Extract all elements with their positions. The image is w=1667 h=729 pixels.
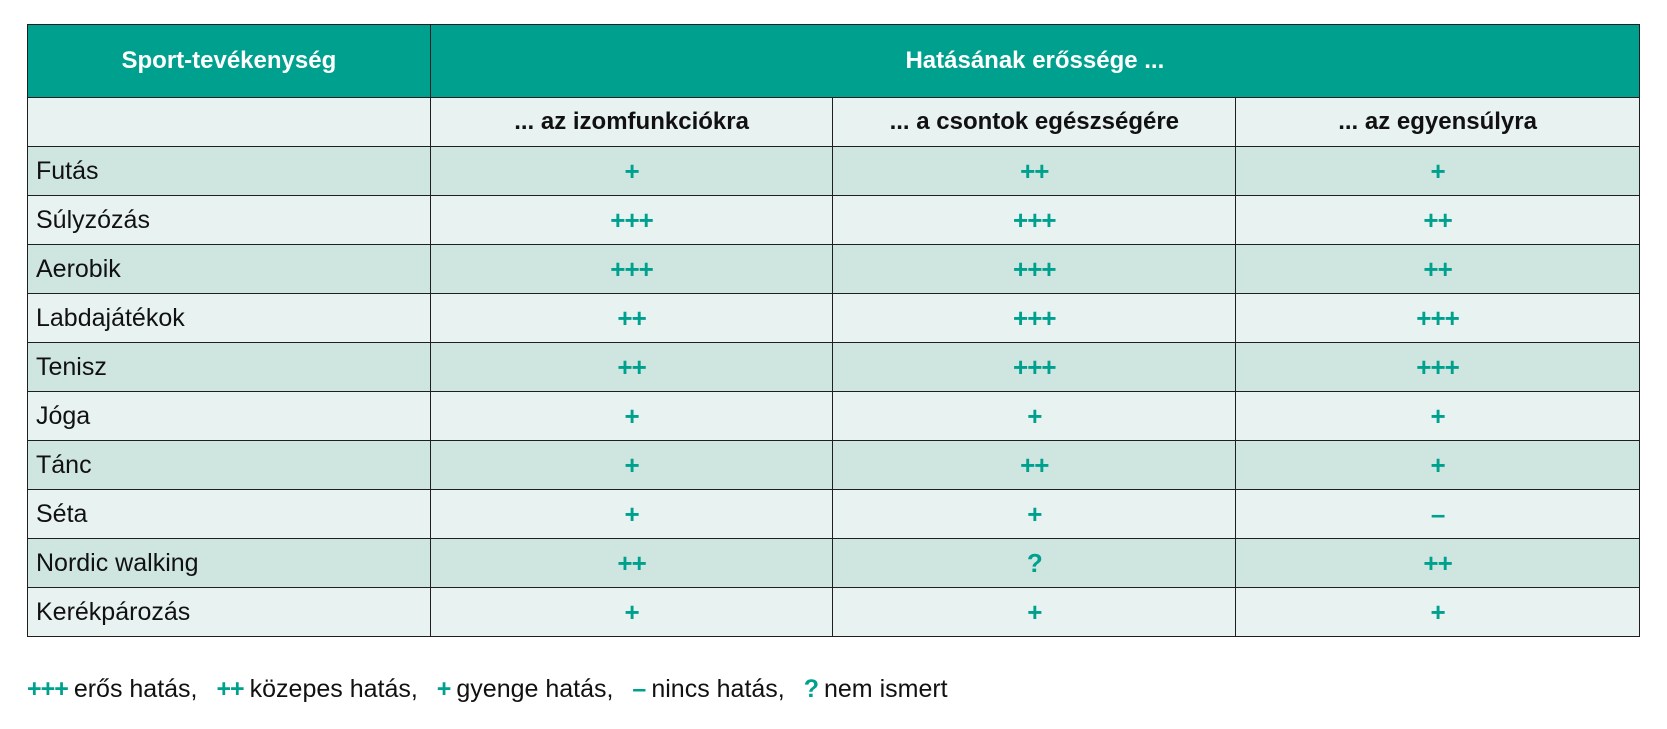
row-bone-rating: ? — [833, 539, 1236, 588]
row-muscle-rating: + — [430, 490, 833, 539]
row-bone-rating: + — [833, 392, 1236, 441]
table-row — [28, 147, 1640, 196]
row-sport-name: Séta — [28, 490, 431, 539]
table-row — [28, 490, 1640, 539]
legend-text: nincs hatás, — [651, 675, 785, 703]
row-sport-name: Jóga — [28, 392, 431, 441]
legend-item-none — [632, 675, 791, 703]
row-sport-name: Tánc — [28, 441, 431, 490]
legend-symbol: ? — [803, 675, 818, 703]
table-row — [28, 196, 1640, 245]
legend-symbol: + — [436, 675, 451, 703]
legend-text: nem ismert — [823, 675, 948, 703]
row-balance-rating: ++ — [1236, 245, 1640, 294]
legend-text: közepes hatás, — [249, 675, 418, 703]
row-sport-name: Aerobik — [28, 245, 431, 294]
legend-item-strong — [27, 675, 204, 703]
legend-symbol: ++ — [216, 675, 244, 703]
table-row — [28, 343, 1640, 392]
row-balance-rating: +++ — [1236, 294, 1640, 343]
legend-item-weak — [437, 675, 621, 703]
row-bone-rating: +++ — [833, 245, 1236, 294]
header-sport-activity: Sport-tevékenység — [28, 25, 431, 98]
row-muscle-rating: + — [430, 588, 833, 637]
row-bone-rating: ++ — [833, 441, 1236, 490]
sport-effects-table-wrapper — [27, 24, 1640, 637]
header-effect-strength: Hatásának erőssége ... — [430, 25, 1639, 98]
subheader-muscle: ... az izomfunkciókra — [430, 98, 833, 147]
row-sport-name: Nordic walking — [28, 539, 431, 588]
row-muscle-rating: + — [430, 147, 833, 196]
sport-effects-table — [27, 24, 1640, 637]
row-muscle-rating: +++ — [430, 196, 833, 245]
row-bone-rating: +++ — [833, 343, 1236, 392]
row-sport-name: Futás — [28, 147, 431, 196]
header-row — [28, 25, 1640, 98]
row-balance-rating: + — [1236, 588, 1640, 637]
row-sport-name: Súlyzózás — [28, 196, 431, 245]
legend-item-medium — [216, 675, 424, 703]
row-muscle-rating: ++ — [430, 343, 833, 392]
row-bone-rating: +++ — [833, 196, 1236, 245]
table-row — [28, 539, 1640, 588]
row-balance-rating: +++ — [1236, 343, 1640, 392]
row-bone-rating: +++ — [833, 294, 1236, 343]
table-row — [28, 392, 1640, 441]
row-balance-rating: + — [1236, 392, 1640, 441]
row-sport-name: Kerékpározás — [28, 588, 431, 637]
table-row — [28, 588, 1640, 637]
table-row — [28, 441, 1640, 490]
subheader-row — [28, 98, 1640, 147]
row-bone-rating: ++ — [833, 147, 1236, 196]
row-balance-rating: + — [1236, 147, 1640, 196]
legend-text: gyenge hatás, — [456, 675, 614, 703]
subheader-empty-cell — [28, 98, 431, 147]
row-muscle-rating: + — [430, 392, 833, 441]
row-balance-rating: – — [1236, 490, 1640, 539]
row-balance-rating: + — [1236, 441, 1640, 490]
row-muscle-rating: ++ — [430, 294, 833, 343]
row-sport-name: Tenisz — [28, 343, 431, 392]
row-balance-rating: ++ — [1236, 196, 1640, 245]
row-muscle-rating: + — [430, 441, 833, 490]
row-balance-rating: ++ — [1236, 539, 1640, 588]
row-bone-rating: + — [833, 490, 1236, 539]
subheader-balance: ... az egyensúlyra — [1236, 98, 1640, 147]
row-muscle-rating: +++ — [430, 245, 833, 294]
table-row — [28, 245, 1640, 294]
legend — [27, 675, 960, 704]
row-sport-name: Labdajátékok — [28, 294, 431, 343]
row-bone-rating: + — [833, 588, 1236, 637]
row-muscle-rating: ++ — [430, 539, 833, 588]
table-row — [28, 294, 1640, 343]
legend-text: erős hatás, — [73, 675, 198, 703]
legend-symbol: +++ — [27, 675, 68, 703]
legend-symbol: – — [632, 675, 646, 703]
legend-item-unknown — [804, 675, 948, 703]
subheader-bone: ... a csontok egészségére — [833, 98, 1236, 147]
